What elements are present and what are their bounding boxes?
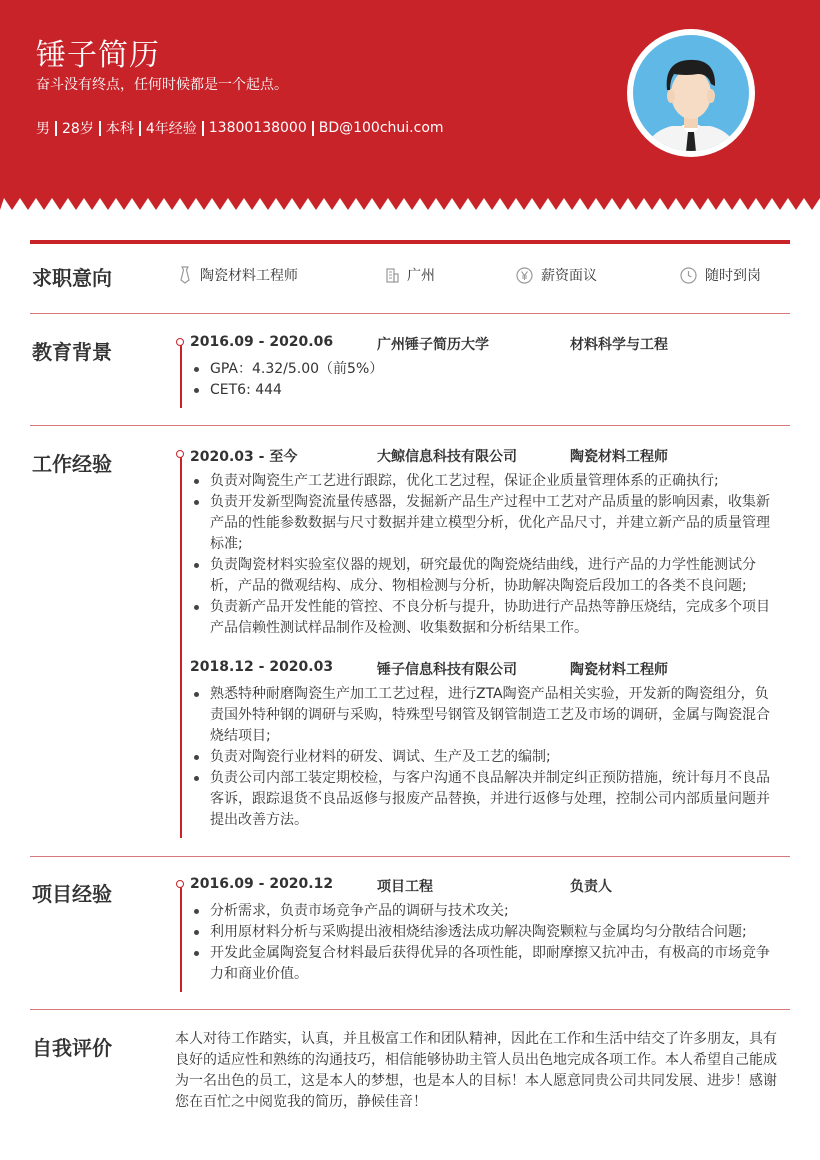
section-divider: [30, 856, 790, 857]
work-company: 锤子信息科技有限公司: [377, 662, 517, 678]
project-section-title: 项目经验: [32, 882, 112, 906]
work-company: 大鲸信息科技有限公司: [377, 449, 517, 465]
info-degree: 本科: [105, 121, 134, 137]
project-timeline: [180, 882, 182, 992]
timeline-dot: [176, 880, 184, 888]
education-section-title: 教育背景: [32, 340, 112, 364]
self-eval-text: 本人对待工作踏实，认真，并且极富工作和团队精神，因此在工作和生活中结交了许多朋友，具有良好的适应性和熟练的沟通技巧，相信能够协助主管人员出色地完成各项工作。本人希望自己能成为一名出色的员工，这是本人的梦想，也是本人的目标！本人愿意同贵公司共同发展、进步！感谢您在百忙之中阅览我的简历，静候佳音！: [175, 1031, 777, 1110]
project-role: 负责人: [570, 879, 612, 895]
info-experience: 4年经验: [145, 121, 197, 137]
work-date: 2020.03 - 至今: [190, 449, 298, 465]
info-separator: [312, 121, 314, 136]
list-item: 熟悉特种耐磨陶瓷生产加工工艺过程，进行ZTA陶瓷产品相关实验，开发新的陶瓷组分，负责国外特种钢的调研与采购，特殊型号钢管及钢管制造工艺及市场的调研，金属与陶瓷混合烧结项目;: [192, 684, 776, 747]
list-item: 负责公司内部工装定期校检，与客户沟通不良品解决并制定纠正预防措施，统计每月不良品客诉，跟踪退货不良品返修与报废产品替换，并进行返修与处理，控制公司内部质量问题并提出改善方法。: [192, 768, 776, 831]
list-item: 开发此金属陶瓷复合材料最后获得优异的各项性能，即耐摩擦又抗冲击，有极高的市场竞争力和商业价值。: [192, 943, 776, 985]
top-accent-line: [30, 240, 790, 244]
list-item: 负责开发新型陶瓷流量传感器，发掘新产品生产过程中工艺对产品质量的影响因素，收集新产品的性能参数数据与尺寸数据并建立模型分析，优化产品尺寸，并建立新产品的质量管理标准;: [192, 492, 776, 555]
work-details: [192, 471, 776, 639]
info-separator: [202, 121, 204, 136]
education-date: 2016.09 - 2020.06: [190, 334, 334, 350]
section-divider: [30, 313, 790, 314]
work-timeline: [180, 452, 182, 838]
intent-position: [178, 265, 298, 285]
work-details: [192, 684, 776, 831]
list-item: 分析需求，负责市场竞争产品的调研与技术攻关;: [192, 901, 776, 922]
avatar: [626, 28, 756, 158]
resume-name: 锤子简历: [36, 38, 160, 73]
intent-salary-label: 薪资面议: [541, 268, 597, 284]
intent-position-label: 陶瓷材料工程师: [200, 268, 298, 284]
project-date: 2016.09 - 2020.12: [190, 876, 334, 892]
list-item: 负责陶瓷材料实验室仪器的规划，研究最优的陶瓷烧结曲线，进行产品的力学性能测试分析，产品的微观结构、成分、物相检测与分析，协助解决陶瓷后段加工的各类不良问题;: [192, 555, 776, 597]
info-separator: [99, 121, 101, 136]
intent-availability: [680, 265, 761, 285]
intent-section-title: 求职意向: [32, 266, 112, 290]
list-item: GPA：4.32/5.00（前5%）: [192, 359, 776, 380]
resume-header: [0, 0, 820, 210]
project-details: [192, 901, 776, 985]
clock-icon: [680, 267, 697, 284]
info-separator: [55, 121, 57, 136]
yen-icon: [516, 267, 533, 284]
list-item: 负责对陶瓷生产工艺进行跟踪，优化工艺过程，保证企业质量管理体系的正确执行;: [192, 471, 776, 492]
section-divider: [30, 1009, 790, 1010]
education-school: 广州锤子简历大学: [377, 337, 489, 353]
work-role: 陶瓷材料工程师: [570, 662, 668, 678]
intent-availability-label: 随时到岗: [705, 268, 761, 284]
education-major: 材料科学与工程: [570, 337, 668, 353]
education-details: [192, 359, 776, 401]
info-age: 28岁: [62, 121, 94, 137]
resume-motto: 奋斗没有终点，任何时候都是一个起点。: [36, 77, 288, 93]
intent-salary: [516, 265, 597, 285]
list-item: 负责新产品开发性能的管控、不良分析与提升，协助进行产品热等静压烧结，完成多个项目产品信赖性测试样品制作及检测、收集数据和分析结果工作。: [192, 597, 776, 639]
info-email: BD@100chui.com: [318, 120, 444, 136]
list-item: 负责对陶瓷行业材料的研发、调试、生产及工艺的编制;: [192, 747, 776, 768]
section-divider: [30, 425, 790, 426]
project-name: 项目工程: [377, 879, 433, 895]
intent-city: [385, 265, 435, 285]
list-item: CET6: 444: [192, 380, 776, 401]
tie-icon: [178, 266, 192, 284]
timeline-dot: [176, 450, 184, 458]
intent-city-label: 广州: [407, 268, 435, 284]
education-timeline: [180, 340, 182, 408]
info-gender: 男: [36, 121, 50, 137]
building-icon: [385, 267, 399, 283]
info-separator: [139, 121, 141, 136]
personal-info: [36, 118, 444, 138]
work-date: 2018.12 - 2020.03: [190, 659, 334, 675]
work-section-title: 工作经验: [32, 452, 112, 476]
list-item: 利用原材料分析与采购提出液相烧结渗透法成功解决陶瓷颗粒与金属均匀分散结合问题;: [192, 922, 776, 943]
timeline-dot: [176, 338, 184, 346]
work-role: 陶瓷材料工程师: [570, 449, 668, 465]
self-eval-section-title: 自我评价: [32, 1036, 112, 1060]
info-phone: 13800138000: [208, 120, 307, 136]
